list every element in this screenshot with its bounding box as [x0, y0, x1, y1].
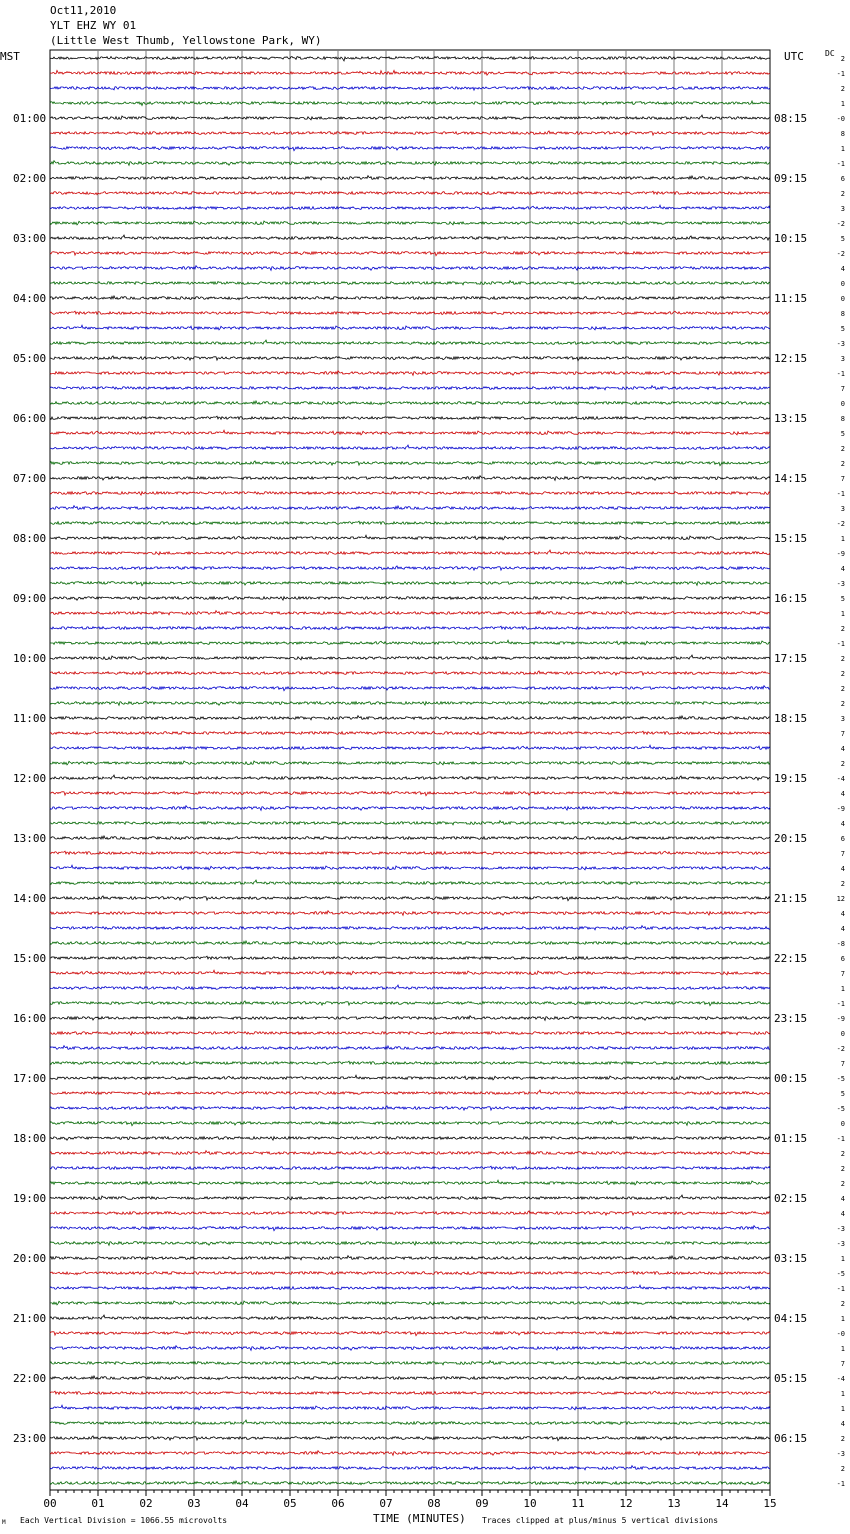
- left-hour-label: 01:00: [13, 112, 47, 125]
- trace-15: [50, 266, 770, 271]
- left-hour-label: 10:00: [13, 652, 47, 665]
- dc-offset-label: -3: [836, 580, 845, 588]
- dc-offset-label: 0: [840, 295, 845, 303]
- dc-offset-label: 2: [840, 1300, 845, 1308]
- left-hour-label: 06:00: [13, 412, 47, 425]
- dc-offset-label: 2: [840, 460, 845, 468]
- dc-offset-label: 2: [840, 1435, 845, 1443]
- trace-9: [50, 176, 770, 180]
- dc-offset-label: 6: [840, 835, 845, 843]
- dc-offset-label: 4: [840, 1420, 845, 1428]
- right-hour-label: 19:15: [774, 772, 808, 785]
- trace-89: [50, 1376, 770, 1380]
- x-tick-label: 02: [139, 1497, 153, 1510]
- x-tick-label: 14: [715, 1497, 729, 1510]
- trace-2: [50, 70, 770, 75]
- right-hour-label: 06:15: [774, 1432, 808, 1445]
- trace-37: [50, 597, 770, 601]
- dc-offset-label: 2: [840, 55, 845, 63]
- x-tick-label: 09: [475, 1497, 489, 1510]
- right-hour-label: 02:15: [774, 1192, 808, 1205]
- x-tick-label: 06: [331, 1497, 345, 1510]
- dc-offset-label: -9: [836, 1015, 845, 1023]
- trace-32: [50, 521, 770, 525]
- trace-57: [50, 896, 770, 901]
- dc-offset-label: 2: [840, 190, 845, 198]
- trace-25: [50, 416, 770, 419]
- dc-offset-label: 4: [840, 1210, 845, 1218]
- x-tick-label: 13: [667, 1497, 681, 1510]
- dc-offset-label: -0: [836, 1330, 845, 1338]
- trace-24: [50, 401, 770, 405]
- right-hour-label: 14:15: [774, 472, 808, 485]
- trace-85: [50, 1315, 770, 1320]
- trace-36: [50, 581, 770, 586]
- dc-offset-label: -5: [836, 1075, 845, 1083]
- traces: [50, 56, 770, 1484]
- left-timezone-label: MST: [0, 50, 20, 63]
- trace-26: [50, 430, 770, 435]
- trace-38: [50, 611, 770, 615]
- dc-offset-label: 4: [840, 925, 845, 933]
- trace-10: [50, 191, 770, 195]
- trace-19: [50, 325, 770, 330]
- dc-offset-label: 3: [840, 505, 845, 513]
- right-hour-label: 16:15: [774, 592, 808, 605]
- trace-12: [50, 221, 770, 225]
- dc-offset-label: 7: [840, 1360, 845, 1368]
- dc-offset-label: 12: [836, 895, 845, 903]
- right-hour-label: 05:15: [774, 1372, 808, 1385]
- x-tick-label: 01: [91, 1497, 105, 1510]
- trace-27: [50, 445, 770, 449]
- trace-79: [50, 1226, 770, 1231]
- trace-48: [50, 761, 770, 765]
- left-hour-label: 20:00: [13, 1252, 47, 1265]
- trace-20: [50, 340, 770, 344]
- left-hour-label: 03:00: [13, 232, 47, 245]
- trace-6: [50, 131, 770, 135]
- trace-78: [50, 1211, 770, 1215]
- trace-23: [50, 386, 770, 390]
- right-hour-label: 20:15: [774, 832, 808, 845]
- station-location: (Little West Thumb, Yellowstone Park, WY): [50, 34, 322, 47]
- trace-13: [50, 235, 770, 240]
- trace-29: [50, 476, 770, 481]
- trace-7: [50, 147, 770, 151]
- trace-62: [50, 970, 770, 975]
- dc-offset-label: 1: [840, 535, 845, 543]
- left-hour-label: 04:00: [13, 292, 47, 305]
- dc-offset-label: 3: [840, 715, 845, 723]
- scale-note: Each Vertical Division = 1066.55 microvolts: [20, 1516, 228, 1525]
- dc-offset-label: 2: [840, 685, 845, 693]
- dc-offset-label: -4: [836, 775, 845, 783]
- dc-offset-label: 3: [840, 355, 845, 363]
- right-hour-label: 04:15: [774, 1312, 808, 1325]
- trace-64: [50, 1001, 770, 1006]
- trace-18: [50, 311, 770, 314]
- trace-34: [50, 550, 770, 555]
- right-hour-label: 10:15: [774, 232, 808, 245]
- trace-45: [50, 716, 770, 720]
- dc-offset-label: 1: [840, 1315, 845, 1323]
- dc-offset-label: 5: [840, 430, 845, 438]
- left-hour-label: 22:00: [13, 1372, 47, 1385]
- dc-offset-label: 0: [840, 280, 845, 288]
- trace-8: [50, 161, 770, 166]
- dc-offset-label: -9: [836, 805, 845, 813]
- trace-80: [50, 1242, 770, 1246]
- left-hour-label: 16:00: [13, 1012, 47, 1025]
- trace-69: [50, 1075, 770, 1080]
- trace-83: [50, 1285, 770, 1289]
- trace-49: [50, 775, 770, 780]
- trace-22: [50, 371, 770, 376]
- left-hour-label: 08:00: [13, 532, 47, 545]
- trace-11: [50, 205, 770, 209]
- dc-offset-label: 2: [840, 760, 845, 768]
- dc-offset-label: -3: [836, 340, 845, 348]
- left-hour-label: 17:00: [13, 1072, 47, 1085]
- dc-offset-label: 7: [840, 1060, 845, 1068]
- dc-offset-label: 1: [840, 145, 845, 153]
- right-hour-label: 12:15: [774, 352, 808, 365]
- dc-offset-label: -1: [836, 160, 845, 168]
- dc-offset-label: 3: [840, 205, 845, 213]
- dc-offset-label: -3: [836, 1450, 845, 1458]
- dc-offset-label: -1: [836, 1135, 845, 1143]
- right-hour-label: 15:15: [774, 532, 808, 545]
- trace-21: [50, 356, 770, 361]
- x-tick-label: 12: [619, 1497, 633, 1510]
- left-hour-label: 18:00: [13, 1132, 47, 1145]
- dc-offset-label: -0: [836, 115, 845, 123]
- dc-offset-label: 1: [840, 1255, 845, 1263]
- x-tick-label: 15: [763, 1497, 777, 1510]
- trace-51: [50, 806, 770, 811]
- right-hour-label: 11:15: [774, 292, 808, 305]
- x-tick-label: 03: [187, 1497, 201, 1510]
- dc-offset-label: -1: [836, 490, 845, 498]
- dc-offset-label: -5: [836, 1270, 845, 1278]
- trace-4: [50, 101, 770, 106]
- corner-mark: M: [2, 1519, 6, 1526]
- dc-offset-label: 1: [840, 1345, 845, 1353]
- trace-81: [50, 1256, 770, 1260]
- dc-offset-label: -2: [836, 520, 845, 528]
- right-hour-label: 17:15: [774, 652, 808, 665]
- dc-offset-label: 1: [840, 1405, 845, 1413]
- dc-offset-label: -3: [836, 1240, 845, 1248]
- trace-60: [50, 941, 770, 945]
- dc-offset-label: 7: [840, 850, 845, 858]
- dc-offset-label: 2: [840, 655, 845, 663]
- dc-offset-header: DC: [825, 49, 835, 58]
- trace-52: [50, 821, 770, 825]
- dc-offset-label: -1: [836, 1285, 845, 1293]
- left-hour-label: 12:00: [13, 772, 47, 785]
- trace-41: [50, 655, 770, 660]
- trace-28: [50, 461, 770, 466]
- trace-90: [50, 1391, 770, 1394]
- trace-47: [50, 745, 770, 749]
- trace-75: [50, 1166, 770, 1170]
- right-hour-label: 03:15: [774, 1252, 808, 1265]
- trace-91: [50, 1405, 770, 1410]
- dc-offset-label: -1: [836, 1000, 845, 1008]
- right-hour-label: 08:15: [774, 112, 808, 125]
- trace-63: [50, 985, 770, 989]
- dc-offset-label: 1: [840, 610, 845, 618]
- dc-offset-label: 2: [840, 85, 845, 93]
- dc-offset-label: 4: [840, 265, 845, 273]
- trace-67: [50, 1046, 770, 1050]
- x-tick-label: 00: [43, 1497, 57, 1510]
- dc-offset-label: 0: [840, 1120, 845, 1128]
- x-tick-label: 08: [427, 1497, 441, 1510]
- left-hour-label: 13:00: [13, 832, 47, 845]
- left-hour-labels: [13, 112, 46, 1445]
- trace-17: [50, 296, 770, 300]
- trace-61: [50, 956, 770, 959]
- x-axis: [43, 1490, 776, 1510]
- dc-offset-label: 1: [840, 985, 845, 993]
- trace-56: [50, 880, 770, 884]
- dc-offset-label: -2: [836, 1045, 845, 1053]
- dc-offset-label: -1: [836, 1480, 845, 1488]
- dc-offset-label: -5: [836, 1105, 845, 1113]
- dc-offset-label: 0: [840, 400, 845, 408]
- trace-84: [50, 1301, 770, 1305]
- left-hour-label: 11:00: [13, 712, 47, 725]
- dc-offset-label: -3: [836, 1225, 845, 1233]
- trace-70: [50, 1090, 770, 1095]
- left-hour-label: 02:00: [13, 172, 47, 185]
- trace-77: [50, 1195, 770, 1200]
- left-hour-label: 14:00: [13, 892, 47, 905]
- x-axis-title: TIME (MINUTES): [373, 1512, 466, 1525]
- trace-42: [50, 671, 770, 675]
- x-tick-label: 07: [379, 1497, 393, 1510]
- x-tick-label: 11: [571, 1497, 585, 1510]
- left-hour-label: 19:00: [13, 1192, 47, 1205]
- dc-offset-label: 4: [840, 565, 845, 573]
- dc-offset-label: 2: [840, 1150, 845, 1158]
- dc-offset-label: 0: [840, 1030, 845, 1038]
- trace-54: [50, 851, 770, 854]
- x-tick-label: 04: [235, 1497, 249, 1510]
- trace-50: [50, 792, 770, 796]
- dc-offset-label: 2: [840, 1165, 845, 1173]
- trace-88: [50, 1361, 770, 1365]
- right-hour-label: 00:15: [774, 1072, 808, 1085]
- trace-40: [50, 640, 770, 645]
- dc-offset-label: 2: [840, 445, 845, 453]
- trace-35: [50, 566, 770, 570]
- trace-87: [50, 1346, 770, 1351]
- trace-94: [50, 1451, 770, 1456]
- right-hour-label: 13:15: [774, 412, 808, 425]
- trace-44: [50, 702, 770, 706]
- dc-offset-labels: [837, 55, 845, 1488]
- dc-offset-label: 6: [840, 955, 845, 963]
- dc-offset-label: -2: [836, 250, 845, 258]
- dc-offset-label: 2: [840, 880, 845, 888]
- dc-offset-label: 4: [840, 910, 845, 918]
- right-hour-label: 18:15: [774, 712, 808, 725]
- right-hour-label: 21:15: [774, 892, 808, 905]
- x-tick-label: 05: [283, 1497, 297, 1510]
- trace-68: [50, 1061, 770, 1065]
- dc-offset-label: 5: [840, 325, 845, 333]
- dc-offset-label: -4: [836, 1375, 845, 1383]
- left-hour-label: 05:00: [13, 352, 47, 365]
- left-hour-label: 09:00: [13, 592, 47, 605]
- trace-53: [50, 836, 770, 840]
- dc-offset-label: 4: [840, 1195, 845, 1203]
- dc-offset-label: -1: [836, 370, 845, 378]
- dc-offset-label: 2: [840, 700, 845, 708]
- trace-16: [50, 281, 770, 285]
- dc-offset-label: -1: [836, 640, 845, 648]
- trace-92: [50, 1420, 770, 1424]
- left-hour-label: 21:00: [13, 1312, 47, 1325]
- dc-offset-label: 2: [840, 670, 845, 678]
- trace-58: [50, 911, 770, 916]
- trace-96: [50, 1481, 770, 1485]
- right-hour-label: 09:15: [774, 172, 808, 185]
- x-tick-label: 10: [523, 1497, 537, 1510]
- trace-1: [50, 56, 770, 61]
- left-hour-label: 07:00: [13, 472, 47, 485]
- trace-65: [50, 1016, 770, 1021]
- trace-93: [50, 1436, 770, 1441]
- dc-offset-label: 7: [840, 730, 845, 738]
- trace-66: [50, 1032, 770, 1036]
- trace-30: [50, 492, 770, 496]
- dc-offset-label: 8: [840, 415, 845, 423]
- dc-offset-label: 7: [840, 970, 845, 978]
- dc-offset-label: 4: [840, 865, 845, 873]
- station-code: YLT EHZ WY 01: [50, 19, 137, 32]
- dc-offset-label: 5: [840, 595, 845, 603]
- right-timezone-label: UTC: [784, 50, 804, 63]
- dc-offset-label: 1: [840, 1390, 845, 1398]
- trace-55: [50, 865, 770, 870]
- trace-3: [50, 86, 770, 90]
- dc-offset-label: 5: [840, 1090, 845, 1098]
- right-hour-label: 22:15: [774, 952, 808, 965]
- dc-offset-label: 4: [840, 745, 845, 753]
- dc-offset-label: 4: [840, 790, 845, 798]
- trace-73: [50, 1137, 770, 1141]
- dc-offset-label: -1: [836, 70, 845, 78]
- trace-43: [50, 686, 770, 691]
- dc-offset-label: 2: [840, 625, 845, 633]
- trace-86: [50, 1332, 770, 1336]
- trace-59: [50, 926, 770, 930]
- chart-date: Oct11,2010: [50, 4, 117, 17]
- dc-offset-label: 7: [840, 475, 845, 483]
- right-hour-label: 23:15: [774, 1012, 808, 1025]
- right-hour-labels: [774, 112, 807, 1445]
- trace-33: [50, 535, 770, 540]
- dc-offset-label: 2: [840, 1465, 845, 1473]
- dc-offset-label: -2: [836, 220, 845, 228]
- trace-72: [50, 1121, 770, 1126]
- left-hour-label: 23:00: [13, 1432, 47, 1445]
- clip-note: Traces clipped at plus/minus 5 vertical divisions: [482, 1516, 719, 1525]
- dc-offset-label: 4: [840, 820, 845, 828]
- left-hour-label: 15:00: [13, 952, 47, 965]
- right-hour-label: 01:15: [774, 1132, 808, 1145]
- dc-offset-label: 5: [840, 235, 845, 243]
- dc-offset-label: 6: [840, 175, 845, 183]
- dc-offset-label: -9: [836, 550, 845, 558]
- trace-71: [50, 1106, 770, 1110]
- dc-offset-label: 1: [840, 100, 845, 108]
- trace-5: [50, 115, 770, 120]
- trace-14: [50, 252, 770, 256]
- dc-offset-label: -8: [836, 940, 845, 948]
- dc-offset-label: 2: [840, 1180, 845, 1188]
- trace-39: [50, 626, 770, 630]
- dc-offset-label: 7: [840, 385, 845, 393]
- trace-95: [50, 1466, 770, 1470]
- trace-31: [50, 506, 770, 510]
- trace-76: [50, 1180, 770, 1185]
- trace-74: [50, 1151, 770, 1155]
- dc-offset-label: 8: [840, 310, 845, 318]
- trace-82: [50, 1271, 770, 1275]
- dc-offset-label: 8: [840, 130, 845, 138]
- trace-46: [50, 731, 770, 735]
